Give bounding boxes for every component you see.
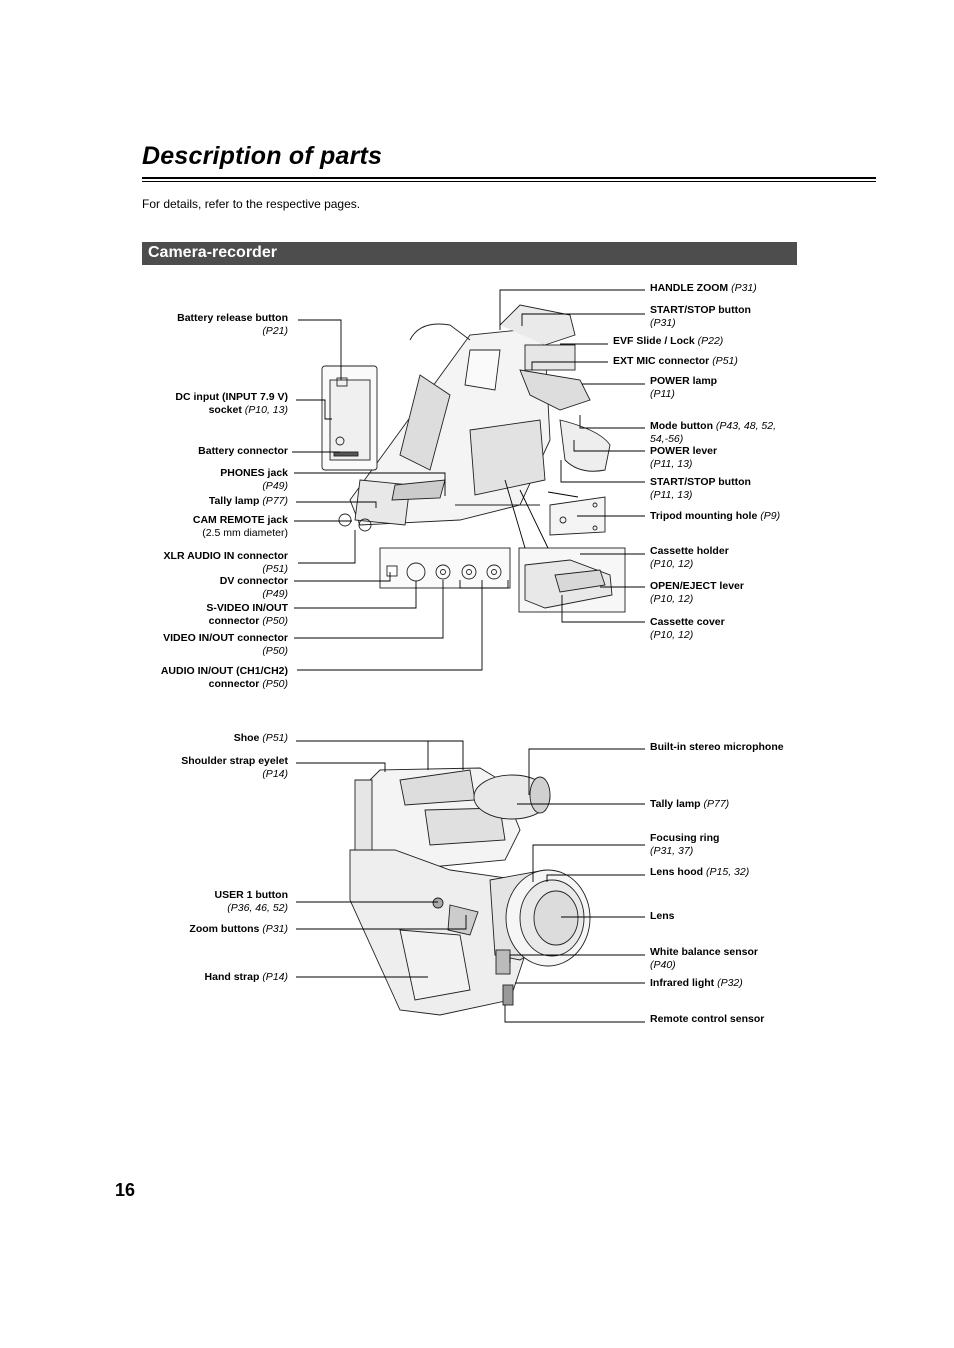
label-name: Tally lamp: [208, 495, 260, 507]
label-zoom-buttons: [68, 923, 288, 936]
label-cam-remote-jack: [68, 514, 288, 540]
label-ref: (P49): [262, 588, 288, 600]
label-user1-button: [68, 889, 288, 915]
label-ref: (P50): [262, 615, 288, 627]
label-ref: (P10, 12): [650, 629, 694, 641]
label-name: Shoulder strap eyelet: [181, 755, 288, 767]
label-ref: (P31): [262, 923, 288, 935]
label-ref: (P31): [650, 317, 676, 329]
label-name: PHONES jack: [220, 467, 288, 479]
label-name: DC input (INPUT 7.9 V): [175, 391, 288, 403]
connector-panel-inset: [380, 548, 510, 588]
label-ref: (P22): [697, 335, 724, 347]
label-name: START/STOP button: [650, 476, 751, 488]
label-ref: (P51): [712, 355, 738, 367]
label-lens-hood: [650, 866, 749, 879]
label-name: Mode button: [650, 420, 713, 432]
label-name: Battery release button: [177, 312, 288, 324]
label-open-eject: [650, 580, 744, 606]
label-cassette-holder: [650, 545, 729, 571]
label-name: Tally lamp: [650, 798, 701, 810]
label-name: XLR AUDIO IN connector: [163, 550, 288, 562]
intro-text: For details, refer to the respective pages.: [142, 197, 361, 211]
label-remote-control-sensor: [650, 1013, 764, 1026]
label-name: AUDIO IN/OUT (CH1/CH2): [160, 665, 288, 677]
label-handle-zoom: [650, 282, 757, 295]
label-ref: (P77): [262, 495, 288, 507]
label-name: USER 1 button: [214, 889, 288, 901]
label-ref: (P51): [262, 563, 288, 575]
label-ref: (P31): [731, 282, 757, 294]
page-title: Description of parts: [142, 142, 383, 170]
label-name: Cassette cover: [650, 616, 725, 628]
label-hand-strap: [68, 971, 288, 984]
label-infrared-light: [650, 977, 743, 990]
label-name: Remote control sensor: [650, 1013, 765, 1025]
label-name: Lens: [650, 910, 675, 922]
label-name: White balance sensor: [650, 946, 758, 958]
label-shoe: [68, 732, 288, 745]
label-tally-lamp-rear: [68, 495, 288, 508]
label-stereo-microphone: [650, 741, 784, 754]
label-evf-slide-lock: [613, 335, 723, 348]
label-name: Built-in stereo microphone: [650, 741, 784, 753]
label-name: Tripod mounting hole: [650, 510, 758, 522]
label-ref: (P49): [262, 480, 288, 492]
label-tally-lamp-front: [650, 798, 729, 811]
label-name-2: connector: [208, 678, 260, 690]
label-name: Cassette holder: [650, 545, 729, 557]
label-name: S-VIDEO IN/OUT: [206, 602, 288, 614]
label-name: DV connector: [219, 575, 288, 587]
label-name: HANDLE ZOOM: [650, 282, 729, 294]
label-ref: (P11, 13): [650, 458, 693, 470]
label-name: CAM REMOTE jack: [192, 514, 288, 526]
label-focusing-ring: [650, 832, 719, 858]
label-s-video: [68, 602, 288, 628]
label-ref: (P50): [262, 645, 288, 657]
label-ref: (P43, 48, 52,: [715, 420, 777, 432]
label-name-2: connector: [208, 615, 260, 627]
label-white-balance-sensor: [650, 946, 758, 972]
label-ref: (P21): [262, 325, 288, 337]
page-number: 16: [115, 1180, 136, 1200]
label-shoulder-strap-eyelet: [68, 755, 288, 781]
label-mode-button: [650, 420, 776, 446]
label-ref: (P11): [650, 388, 675, 400]
label-ref: (P10, 12): [650, 593, 694, 605]
label-ref: (P51): [262, 732, 288, 744]
cassette-inset: [519, 548, 625, 612]
label-name: Infrared light: [650, 977, 715, 989]
label-cassette-cover: [650, 616, 725, 642]
label-name: EVF Slide / Lock: [613, 335, 695, 347]
camera-front-illustration: [350, 768, 590, 1015]
label-ref: (P14): [262, 971, 288, 983]
label-ref: (P31, 37): [650, 845, 694, 857]
label-dv-connector: [68, 575, 288, 601]
label-start-stop-grip: [650, 476, 751, 502]
label-ref: (P9): [760, 510, 781, 522]
label-ref: (P77): [703, 798, 730, 810]
label-power-lamp: [650, 375, 717, 401]
label-start-stop-handle: [650, 304, 751, 330]
label-name: Battery connector: [198, 445, 288, 457]
label-name: OPEN/EJECT lever: [650, 580, 744, 592]
label-video-in-out: [68, 632, 288, 658]
label-name: EXT MIC connector: [613, 355, 710, 367]
label-ref: (P14): [262, 768, 288, 780]
label-power-lever: [650, 445, 717, 471]
label-ref-2: 54,-56): [650, 433, 684, 445]
label-ref: (P10, 13): [244, 404, 288, 416]
label-sub: (2.5 mm diameter): [202, 527, 288, 539]
section-title: Camera-recorder: [148, 244, 277, 261]
label-name: POWER lamp: [650, 375, 718, 387]
label-lens: [650, 910, 675, 923]
label-ref: (P36, 46, 52): [227, 902, 288, 914]
label-name: Hand strap: [204, 971, 260, 983]
label-ext-mic: [613, 355, 738, 368]
battery-mount-inset: [322, 366, 377, 470]
label-xlr-audio-in: [68, 550, 288, 576]
label-name: START/STOP button: [650, 304, 751, 316]
label-tripod-hole: [650, 510, 780, 523]
label-phones-jack: [68, 467, 288, 493]
label-battery-release-button: [68, 312, 288, 338]
label-ref: (P10, 12): [650, 558, 694, 570]
label-battery-connector: [68, 445, 288, 458]
label-ref: (P11, 13): [650, 489, 693, 501]
label-name: Zoom buttons: [189, 923, 260, 935]
label-ref: (P15, 32): [706, 866, 750, 878]
label-ref: (P50): [262, 678, 288, 690]
label-dc-input: [68, 391, 288, 417]
camera-rear-illustration: [339, 305, 610, 531]
label-name: POWER lever: [650, 445, 718, 457]
label-name: Shoe: [233, 732, 260, 744]
label-audio-in-out: [68, 665, 288, 691]
label-name: Lens hood: [650, 866, 704, 878]
label-name: VIDEO IN/OUT connector: [163, 632, 288, 644]
label-name: Focusing ring: [650, 832, 720, 844]
label-ref: (P40): [650, 959, 676, 971]
label-ref: (P32): [717, 977, 743, 989]
label-name-2: socket: [208, 404, 242, 416]
